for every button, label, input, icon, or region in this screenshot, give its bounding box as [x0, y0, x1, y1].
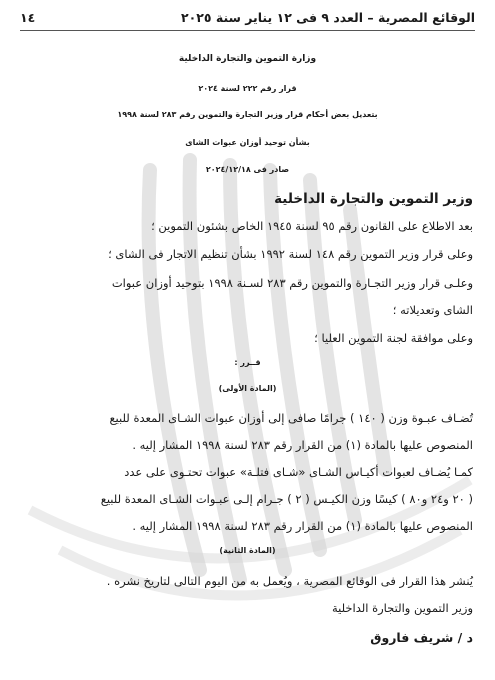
issue-date: صادر فى ٢٠٢٤/١٢/١٨: [205, 165, 290, 174]
preamble-line: وعلى قرار وزير التموين رقم ١٤٨ لسنة ١٩٩٢ بشأن تنظيم الاتجار فى الشاى ؛: [108, 247, 473, 261]
decided-heading: قــرر :: [234, 358, 261, 367]
preamble-line: وعلـى قرار وزير التجـارة والتموين رقم ٢٨٣ لسـنة ١٩٩٨ بتوحيد أوزان عبوات: [111, 276, 473, 290]
article-1-line: كمـا يُضـاف لعبوات أكيـاس الشـاى «شـاى فتلـة» عبوات تحتـوى على عدد: [124, 465, 473, 479]
article-1-line: ( ٢٠ و٢٤ و٨٠ ) كيسًا وزن الكيـس ( ٢ ) جـرام إلـى عبـوات الشـاى المعدة للبيع: [100, 492, 473, 506]
decree-subject: بشأن توحيد أوزان عبوات الشاى: [185, 138, 310, 147]
article-2-heading: (المادة الثانية): [219, 546, 276, 555]
amendment-title: بتعديل بعض أحكام قرار وزير التجارة والتموين رقم ٢٨٣ لسنة ١٩٩٨: [117, 110, 378, 119]
article-1-line: المنصوص عليها بالمادة (١) من القرار رقم ٢٨٣ لسنة ١٩٩٨ المشار إليه .: [132, 519, 473, 533]
article-1-line: تُضـاف عبـوة وزن ( ١٤٠ ) جرامًا صافى إلى أوزان عبوات الشـاى المعدة للبيع: [109, 411, 473, 425]
article-1-heading: (المادة الأولى): [218, 384, 277, 393]
preamble-line: الشاى وتعديلاته ؛: [392, 303, 473, 317]
article-2-line: يُنشر هذا القرار فى الوقائع المصرية ، ويُعمل به من اليوم التالى لتاريخ نشره .: [106, 574, 473, 588]
page-number: ١٤: [20, 9, 36, 25]
header-divider: [20, 30, 475, 31]
decree-number: قرار رقم ٢٢٢ لسنة ٢٠٢٤: [198, 84, 297, 93]
signatory-title: وزير التموين والتجارة الداخلية: [331, 601, 473, 615]
page-header: [20, 6, 475, 28]
preamble-line: بعد الاطلاع على القانون رقم ٩٥ لسنة ١٩٤٥ الخاص بشئون التموين ؛: [151, 219, 473, 233]
signature-name: د / شريف فاروق: [370, 630, 473, 645]
preamble-line: وعلى موافقة لجنة التموين العليا ؛: [314, 331, 473, 345]
minister-heading: وزير التموين والتجارة الداخلية: [274, 191, 473, 207]
gazette-issue-line: الوقائع المصرية – العدد ٩ فى ١٢ يناير سنة ٢٠٢٥: [181, 9, 475, 25]
article-1-line: المنصوص عليها بالمادة (١) من القرار رقم ٢٨٣ لسنة ١٩٩٨ المشار إليه .: [132, 438, 473, 452]
ministry-title: وزارة التموين والتجارة الداخلية: [178, 54, 317, 64]
